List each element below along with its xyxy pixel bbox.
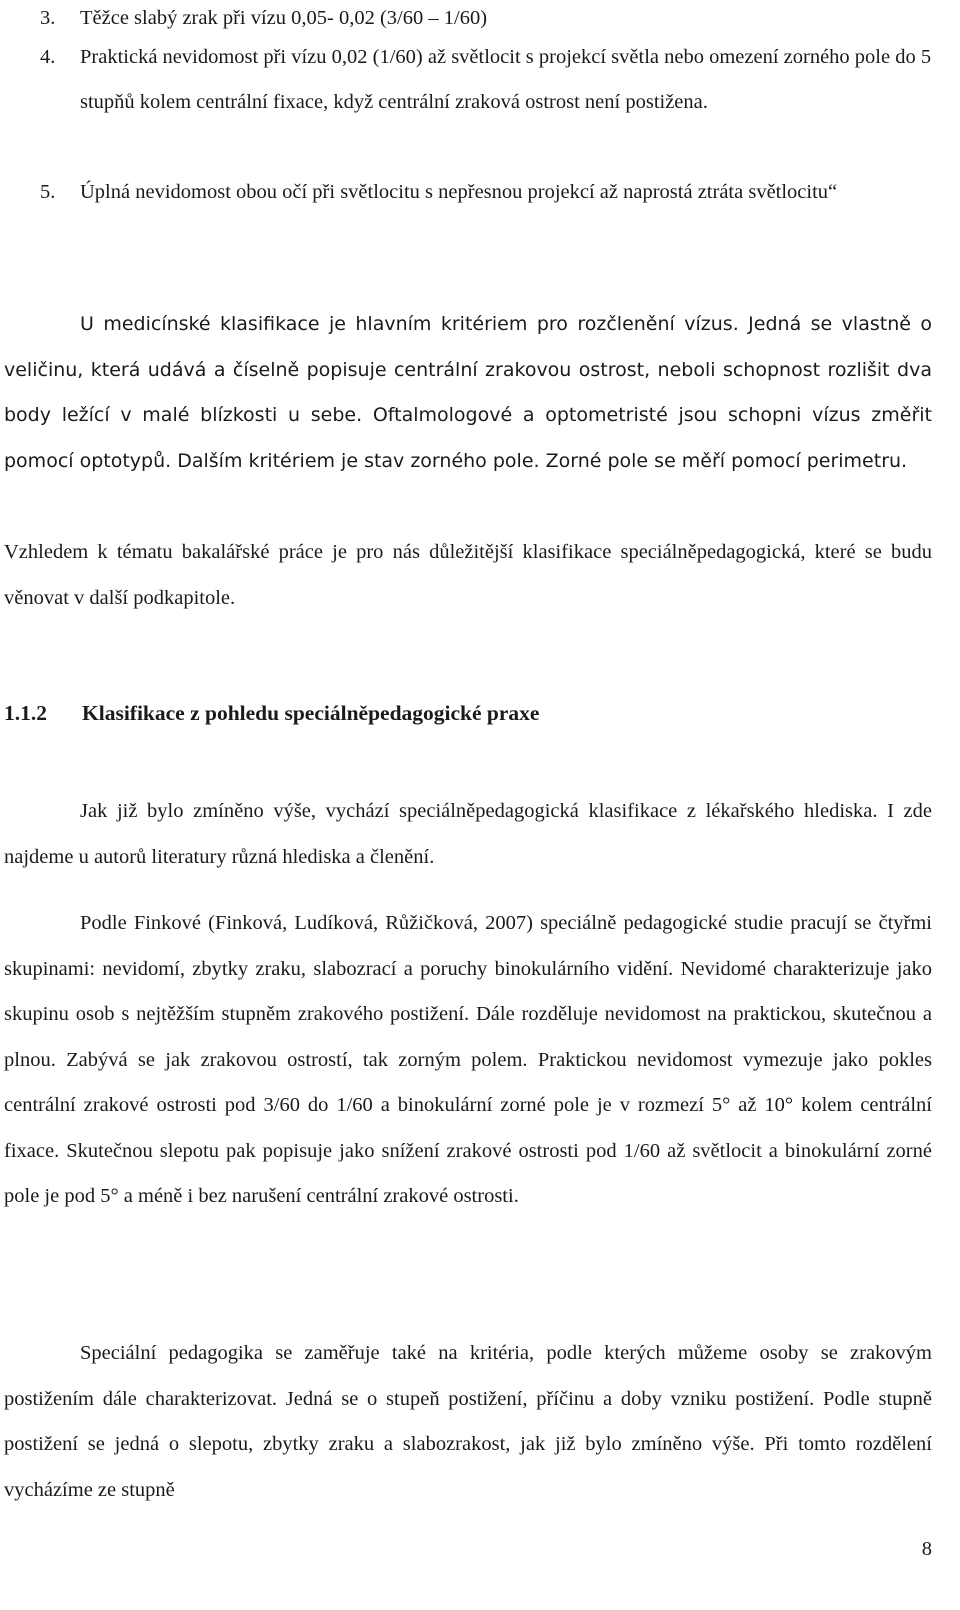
paragraph-finkova: Podle Finkové (Finková, Ludíková, Růžičková, 2007) speciálně pedagogické studie pracují se čtyřmi skupinami: nevidomí, zbytky zraku, slabozrací a poruchy binokulárního vidění. Nevidomé charakterizuje jako skupinu osob s nejtěžším stupněm zrakového postižení. Dále rozděluje nevidomost na praktickou, skutečnou a plnou. Zabývá se jak zrakovou ostrostí, tak zorným polem. Praktickou nevidomost vymezuje jako pokles centrální zrakové ostrosti pod 3/60 do 1/60 a binokulární zorné pole je v rozmezí 5° až 10° kolem centrální fixace. Skutečnou slepotu pak popisuje jako snížení zrakové ostrosti pod 1/60 až světlocit a binokulární zorné pole je pod 5° a méně i bez narušení centrální zrakové ostrosti. xyxy=(4,912,932,1207)
list-item-text: Těžce slabý zrak při vízu 0,05- 0,02 (3/60 – 1/60) xyxy=(80,7,488,29)
section-heading-title: Klasifikace z pohledu speciálněpedagogické praxe xyxy=(82,701,540,725)
list-item-text: Praktická nevidomost při vízu 0,02 (1/60) až světlocit s projekcí světla nebo omezení zorného pole do 5 stupňů kolem centrální fixace, když centrální zraková ostrost není postižena. xyxy=(80,46,932,113)
list-item-number: 4. xyxy=(40,46,56,68)
list-item xyxy=(40,35,936,125)
paragraph-intro: Jak již bylo zmíněno výše, vychází speciálněpedagogická klasifikace z lékařského hlediska. I zde najdeme u autorů literatury různá hlediska a členění. xyxy=(4,800,932,868)
list-item xyxy=(40,170,936,215)
list-item-number: 3. xyxy=(40,7,56,29)
page-number: 8 xyxy=(921,1538,932,1560)
section-heading xyxy=(4,693,539,733)
paragraph-criteria: Speciální pedagogika se zaměřuje také na kritéria, podle kterých můžeme osoby se zrakovým postižením dále charakterizovat. Jedná se o stupeň postižení, příčinu a doby vzniku postižení. Podle stupně postižení se jedná o slepotu, zbytky zraku a slabozrakost, jak již bylo zmíněno výše. Při tomto rozdělení vycházíme ze stupně xyxy=(4,1342,932,1501)
list-item-number: 5. xyxy=(40,181,56,203)
paragraph-medical-classification: U medicínské klasifikace je hlavním kritériem pro rozčlenění vízus. Jedná se vlastně o veličinu, která udává a číselně popisuje centrální zrakovou ostrost, neboli schopnost rozlišit dva body ležící v malé blízkosti u sebe. Oftalmologové a optometristé jsou schopni vízus změřit pomocí optotypů. Dalším kritériem je stav zorného pole. Zorné pole se měří pomocí perimetru. xyxy=(4,313,932,472)
list-item-text: Úplná nevidomost obou očí při světlocitu s nepřesnou projekcí až naprostá ztráta světlocitu“ xyxy=(80,181,838,203)
paragraph-thesis-topic: Vzhledem k tématu bakalářské práce je pro nás důležitější klasifikace speciálněpedagogická, které se budu věnovat v další podkapitole. xyxy=(4,541,932,609)
section-heading-number: 1.1.2 xyxy=(4,701,47,725)
